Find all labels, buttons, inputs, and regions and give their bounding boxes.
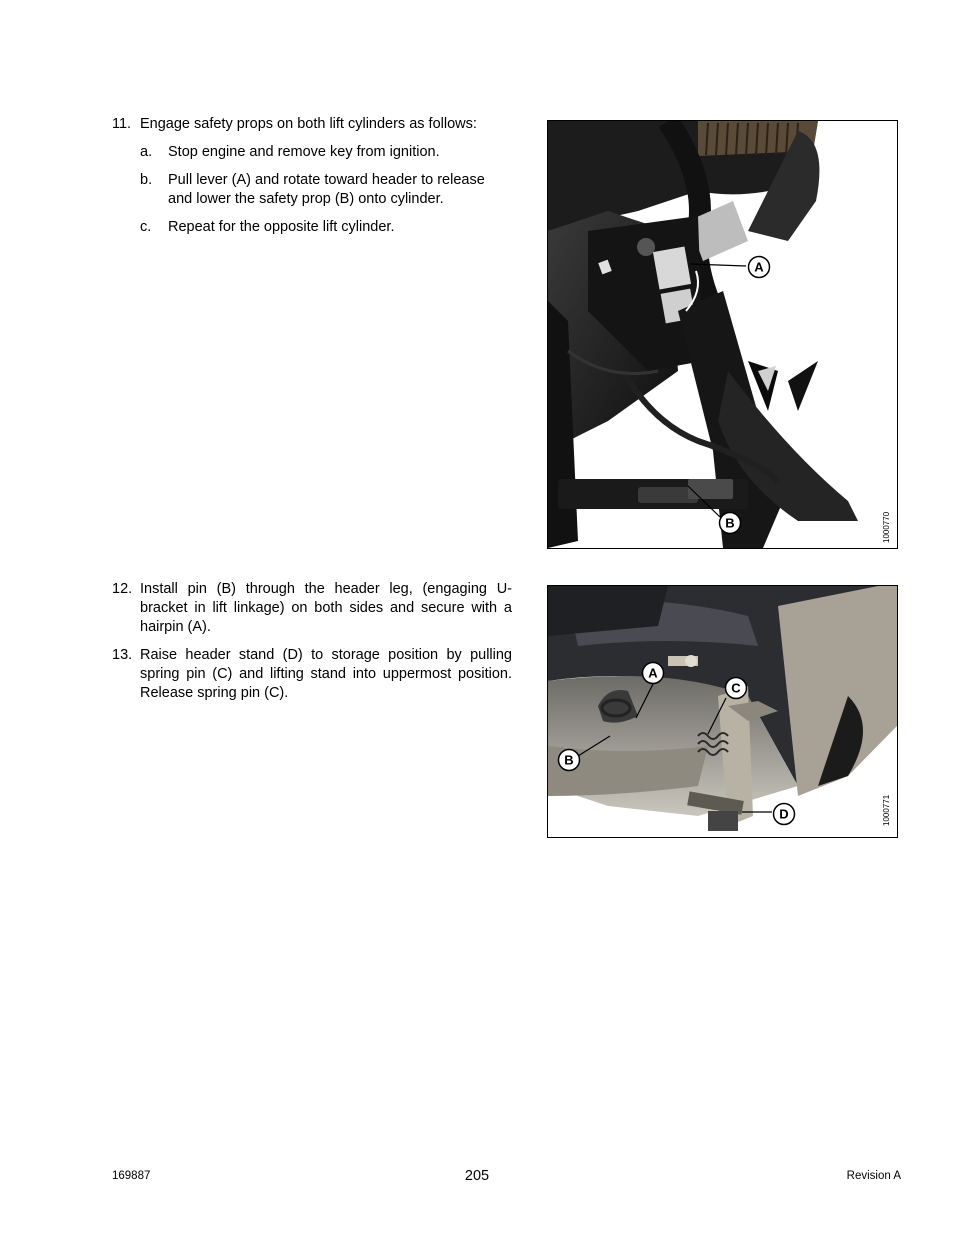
callout-label-b: B (725, 515, 735, 531)
page-number: 205 (464, 1168, 490, 1184)
substep-c (140, 218, 512, 237)
step-text: Raise header stand (D) to storage position by pulling spring pin (C) and lifting stand into uppermost position. Release spring pin (C). (140, 647, 512, 701)
step-text: Engage safety props on both lift cylinders as follows: (140, 116, 477, 132)
callout-a (641, 661, 665, 685)
figure-lift-cylinder-safety-prop (547, 120, 898, 549)
step-number: 11. (112, 116, 132, 132)
substep-b (140, 171, 512, 209)
step-13 (112, 646, 512, 703)
callout-a (747, 255, 771, 279)
figure-id-text: 1000771 (882, 794, 891, 826)
substep-letter: a. (140, 144, 153, 160)
photo-safety-prop-illustration (548, 121, 897, 548)
step-text: Install pin (B) through the header leg, (engaging U-bracket in lift linkage) on both sides and secure with a hairpin (A). (140, 581, 512, 635)
callout-c (724, 676, 748, 700)
figure-id-text: 1000770 (882, 511, 891, 543)
figure-id (880, 501, 892, 545)
substep-letter: c. (140, 219, 152, 235)
step-12 (112, 580, 512, 637)
step-11 (112, 115, 512, 134)
step-number: 12. (112, 581, 133, 597)
photo-header-stand-illustration (548, 586, 897, 837)
callout-label-d: D (779, 806, 789, 822)
step-number: 13. (112, 647, 133, 663)
substep-text: Repeat for the opposite lift cylinder. (168, 219, 395, 235)
callout-label-c: C (731, 680, 741, 696)
callout-label-b: B (564, 752, 574, 768)
callout-b (557, 748, 581, 772)
substep-letter: b. (140, 172, 153, 188)
callout-label-a: A (754, 259, 764, 275)
figure-id (880, 782, 892, 828)
figure-header-stand-pin (547, 585, 898, 838)
substep-text: Pull lever (A) and rotate toward header to release and lower the safety prop (B) onto cylinder. (168, 172, 485, 207)
substep-a (140, 143, 512, 162)
callout-b (718, 511, 742, 535)
substep-text: Stop engine and remove key from ignition. (168, 144, 440, 160)
footer-revision: Revision A (846, 1170, 901, 1182)
callout-label-a: A (648, 665, 658, 681)
callout-d (772, 802, 796, 826)
footer-doc-number: 169887 (112, 1170, 151, 1182)
